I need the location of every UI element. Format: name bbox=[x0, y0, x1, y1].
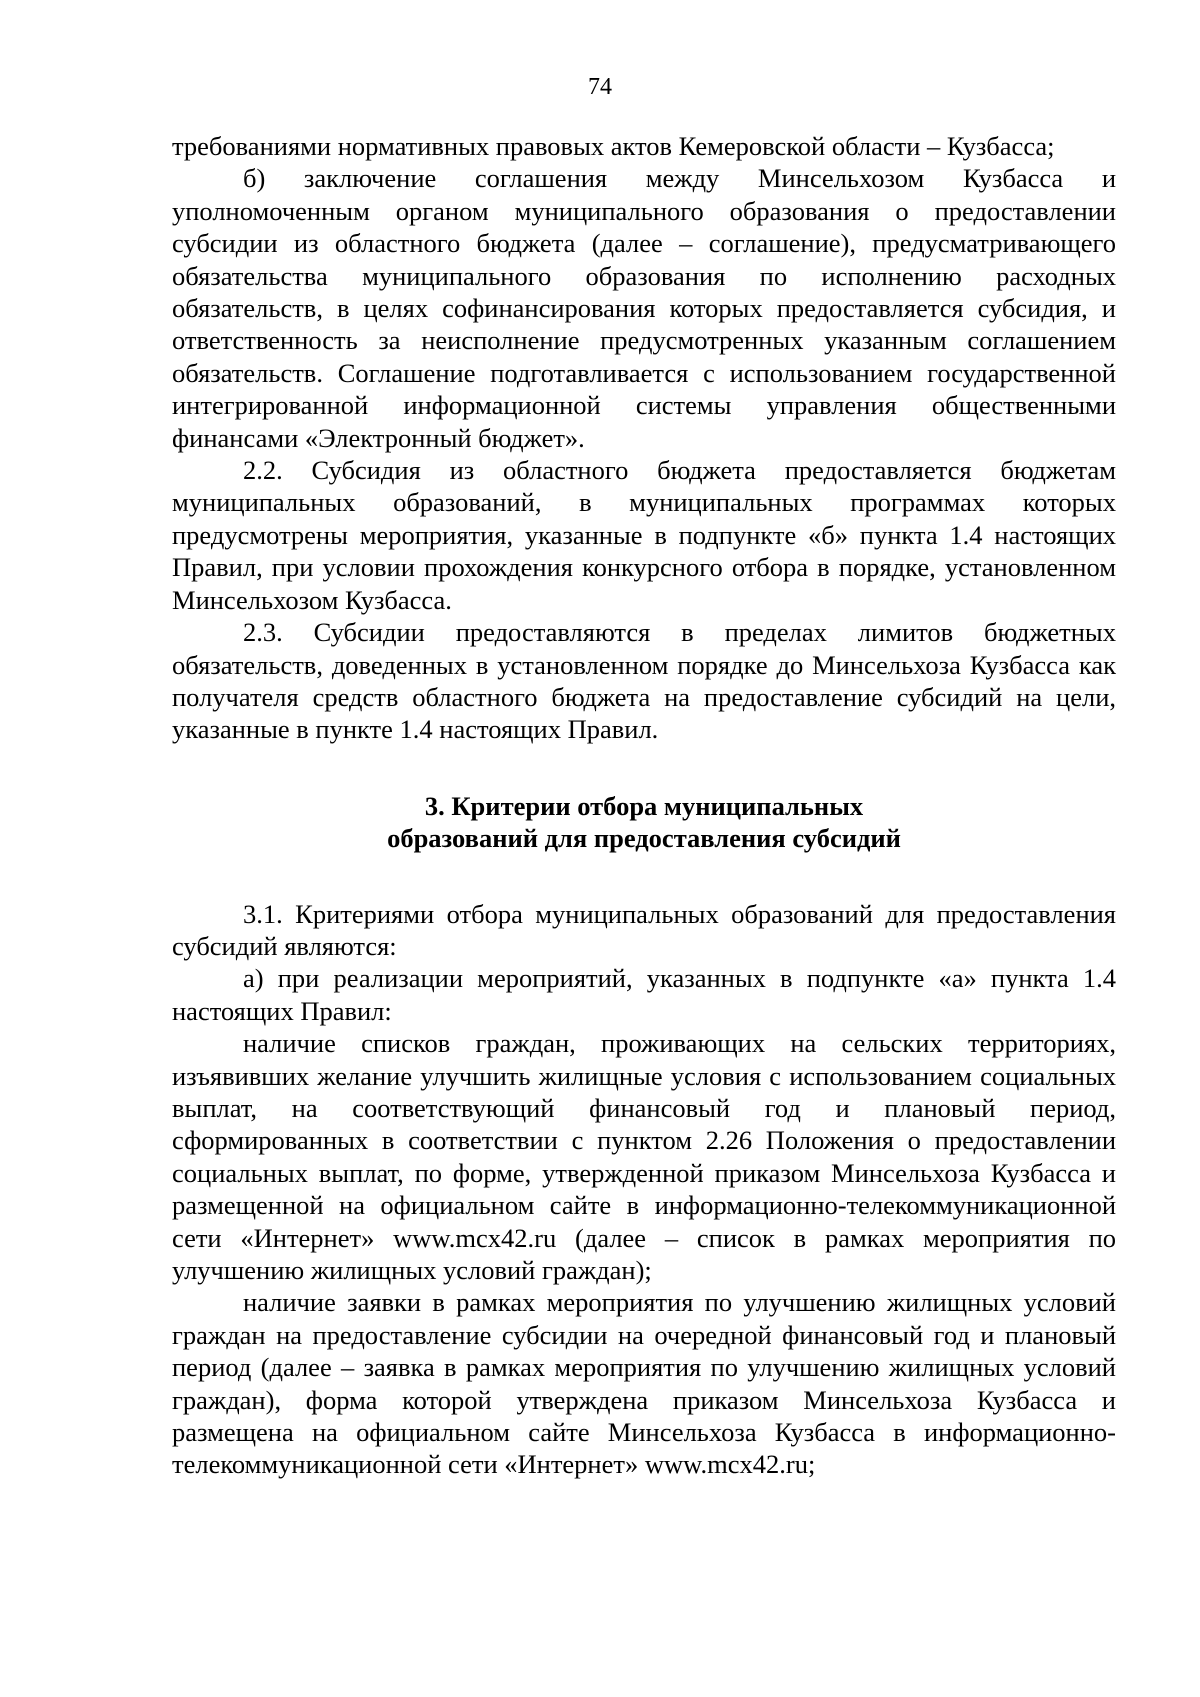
page-number: 74 bbox=[588, 74, 612, 100]
paragraph-continuation: требованиями нормативных правовых актов Кемеровской области – Кузбасса; bbox=[172, 131, 1055, 161]
paragraph-agreement: б) заключение соглашения между Минсельхозом Кузбасса и уполномоченным органом муниципального образования о предоставлении субсидии из областного бюджета (далее – соглашение), предусматривающего обязательства муниципального образования по исполнению расходных обязательств, в целях софинансирования которых предоставляется субсидия, и ответственность за неисполнение предусмотренных указанным соглашением обязательств. Соглашение подготавливается с использованием государственной интегрированной информационной системы управления общественными финансами «Электронный бюджет». bbox=[172, 163, 1116, 453]
paragraph-2-3: 2.3. Субсидии предоставляются в пределах лимитов бюджетных обязательств, доведенных в установленном порядке до Минсельхоза Кузбасса как получателя средств областного бюджета на предоставление субсидий на цели, указанные в пункте 1.4 настоящих Правил. bbox=[172, 617, 1116, 745]
paragraph-application: наличие заявки в рамках мероприятия по улучшению жилищных условий граждан на предоставление субсидии на очередной финансовый год и плановый период (далее – заявка в рамках мероприятия по улучшению жилищных условий граждан), форма которой утверждена приказом Минсельхоза Кузбасса и размещена на официальном сайте Минсельхоза Кузбасса в информационно-телекоммуникационной сети «Интернет» www.mcx42.ru; bbox=[172, 1287, 1116, 1480]
paragraph-2-2: 2.2. Субсидия из областного бюджета предоставляется бюджетам муниципальных образований, в муниципальных программах которых предусмотрены мероприятия, указанные в подпункте «б» пункта 1.4 настоящих Правил, при условии прохождения конкурсного отбора в порядке, установленном Минсельхозом Кузбасса. bbox=[172, 455, 1116, 615]
paragraph-subpoint-a: а) при реализации мероприятий, указанных в подпункте «а» пункта 1.4 настоящих Правил: bbox=[172, 963, 1116, 1026]
section-heading bbox=[172, 790, 1116, 855]
document-body bbox=[172, 130, 1116, 1481]
paragraph-citizen-lists: наличие списков граждан, проживающих на сельских территориях, изъявивших желание улучшить жилищные условия с использованием социальных выплат, на соответствующий финансовый год и плановый период, сформированных в соответствии с пунктом 2.26 Положения о предоставлении социальных выплат, по форме, утвержденной приказом Минсельхоза Кузбасса и размещенной на официальном сайте в информационно-телекоммуникационной сети «Интернет» www.mcx42.ru (далее – список в рамках мероприятия по улучшению жилищных условий граждан); bbox=[172, 1028, 1116, 1285]
section-heading-line-2: образований для предоставления субсидий bbox=[387, 823, 901, 854]
section-heading-line-1: 3. Критерии отбора муниципальных bbox=[424, 790, 864, 821]
paragraph-3-1: 3.1. Критериями отбора муниципальных образований для предоставления субсидий являются: bbox=[172, 898, 1116, 961]
